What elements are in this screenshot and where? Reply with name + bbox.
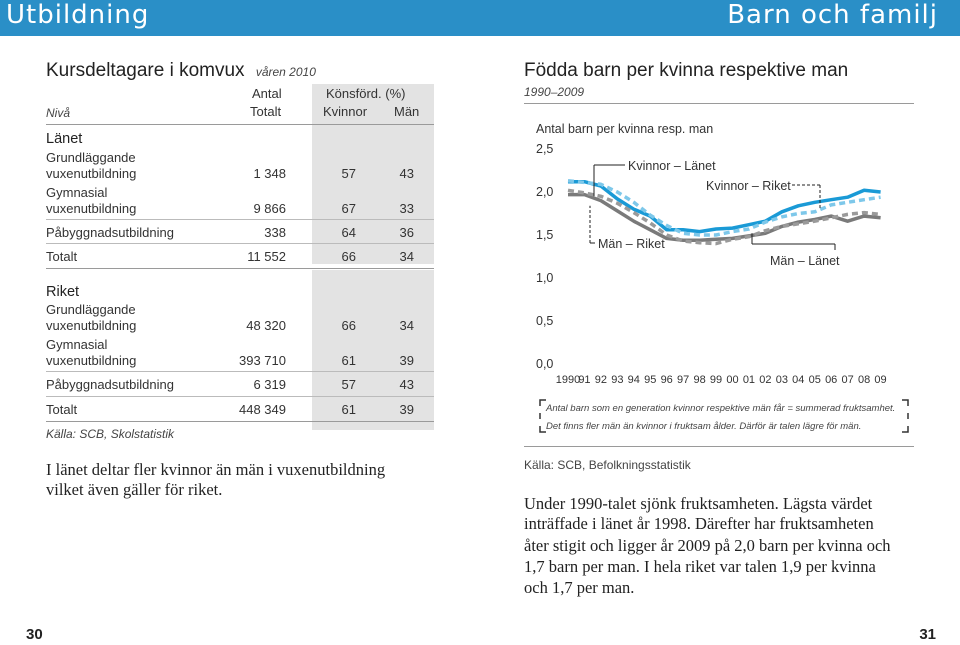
cell-man: 34	[399, 249, 414, 264]
x-tick-label: 94	[627, 374, 640, 386]
body-text-line: åter stigit och ligger år 2009 på 2,0 barn per kvinna och	[524, 536, 891, 555]
cell-kvinnor: 61	[341, 402, 356, 417]
y-axis-label: Antal barn per kvinna resp. man	[536, 122, 714, 136]
cell-antal: 338	[264, 225, 286, 240]
x-tick-label: 05	[808, 374, 821, 386]
section-title-right: Barn och familj	[727, 0, 938, 30]
group-rule	[46, 268, 434, 269]
row-label: vuxenutbildning	[46, 353, 137, 368]
col-header-antal: Antal	[252, 86, 282, 101]
x-tick-label: 02	[759, 374, 772, 386]
cell-man: 33	[399, 201, 414, 216]
header-bar	[0, 0, 960, 36]
x-tick-label: 99	[709, 374, 723, 386]
chart-bottom-rule	[524, 446, 914, 447]
page-number-right: 31	[919, 626, 936, 643]
x-tick-label: 92	[594, 374, 608, 386]
body-text-line: I länet deltar fler kvinnor än män i vuxenutbildning	[46, 460, 386, 479]
y-tick-label: 1,5	[536, 228, 554, 242]
body-text-line: och 1,7 per man.	[524, 578, 635, 597]
cell-antal: 6 319	[253, 377, 286, 392]
row-rule	[46, 371, 434, 372]
section-title-left: Utbildning	[6, 0, 150, 30]
cell-kvinnor: 66	[341, 249, 356, 264]
legend-label: Män – Riket	[598, 237, 665, 251]
y-axis-ticks	[536, 142, 553, 371]
chart-note-line: Det finns fler män än kvinnor i fruktsam ålder. Därför är talen lägre för män.	[546, 421, 862, 432]
legend-label: Män – Länet	[770, 254, 840, 268]
y-tick-label: 0,5	[536, 314, 554, 328]
chart-title-rule	[524, 103, 914, 104]
table-period: våren 2010	[255, 65, 316, 79]
y-tick-label: 1,0	[536, 271, 554, 285]
x-axis-ticks	[556, 374, 887, 386]
col-header-man: Män	[394, 104, 420, 119]
x-tick-label: 03	[775, 374, 788, 386]
x-tick-label: 91	[578, 374, 591, 386]
x-tick-label: 08	[857, 374, 871, 386]
x-tick-label: 1990	[555, 374, 581, 386]
cell-antal: 9 866	[253, 201, 286, 216]
chart-note-line: Antal barn som en generation kvinnor respektive män får = summerad fruktsamhet.	[546, 403, 896, 414]
page-number-left: 30	[26, 626, 43, 643]
x-tick-label: 95	[644, 374, 657, 386]
x-tick-label: 93	[611, 374, 624, 386]
body-text-line: vilket även gäller för riket.	[46, 480, 223, 499]
col-header-konsford: Könsförd. (%)	[326, 86, 406, 101]
y-tick-label: 0,0	[536, 357, 554, 371]
x-tick-label: 07	[841, 374, 854, 386]
table-title	[46, 60, 316, 82]
x-tick-label: 00	[726, 374, 739, 386]
cell-kvinnor: 57	[341, 377, 356, 392]
chart-period: 1990–2009	[524, 85, 585, 99]
row-label: Gymnasial	[46, 185, 108, 200]
col-header-kvinnor: Kvinnor	[323, 104, 368, 119]
row-label-total: Totalt	[46, 249, 78, 264]
cell-antal: 448 349	[239, 402, 286, 417]
y-tick-label: 2,5	[536, 142, 554, 156]
x-tick-label: 06	[825, 374, 838, 386]
cell-man: 39	[399, 353, 414, 368]
x-tick-label: 09	[874, 374, 887, 386]
row-label-total: Totalt	[46, 402, 78, 417]
x-tick-label: 98	[693, 374, 706, 386]
chart-title: Födda barn per kvinna respektive man	[524, 60, 849, 81]
header-rule	[46, 124, 434, 125]
body-text-line: inträffade i länet år 1998. Därefter har fruktsamheten	[524, 514, 874, 533]
legend-label: Kvinnor – Länet	[628, 159, 716, 173]
group-label-riket: Riket	[46, 284, 80, 300]
x-tick-label: 01	[742, 374, 756, 386]
cell-kvinnor: 64	[341, 225, 356, 240]
row-rule	[46, 396, 434, 397]
row-label: Grundläggande	[46, 302, 136, 317]
row-label: vuxenutbildning	[46, 166, 137, 181]
chart-source: Källa: SCB, Befolkningsstatistik	[524, 458, 691, 472]
cell-man: 43	[399, 377, 414, 392]
row-label: Påbyggnadsutbildning	[46, 225, 174, 240]
cell-man: 39	[399, 402, 414, 417]
cell-man: 36	[399, 225, 414, 240]
group-label-lanet: Länet	[46, 131, 83, 147]
row-label: vuxenutbildning	[46, 201, 137, 216]
row-rule	[46, 243, 434, 244]
table-title-text: Kursdeltagare i komvux	[46, 60, 245, 81]
cell-antal: 48 320	[246, 318, 286, 333]
group-rule	[46, 421, 434, 422]
x-tick-label: 04	[792, 374, 805, 386]
cell-man: 34	[399, 318, 414, 333]
y-tick-label: 2,0	[536, 185, 554, 199]
row-rule	[46, 219, 434, 220]
cell-man: 43	[399, 166, 414, 181]
cell-kvinnor: 67	[341, 201, 356, 216]
cell-kvinnor: 66	[341, 318, 356, 333]
line-chart	[520, 118, 940, 408]
col-header-niva: Nivå	[46, 106, 71, 120]
row-label: Påbyggnadsutbildning	[46, 377, 174, 392]
cell-antal: 1 348	[253, 166, 286, 181]
x-tick-label: 96	[660, 374, 673, 386]
col-header-totalt: Totalt	[250, 104, 282, 119]
legend-label: Kvinnor – Riket	[706, 179, 791, 193]
body-text-line: 1,7 barn per man. I hela riket var talen 1,9 per kvinna	[524, 557, 876, 576]
row-label: Gymnasial	[46, 337, 108, 352]
cell-antal: 393 710	[239, 353, 286, 368]
cell-antal: 11 552	[247, 249, 286, 264]
table-source: Källa: SCB, Skolstatistik	[46, 427, 175, 441]
row-label: vuxenutbildning	[46, 318, 137, 333]
body-text-line: Under 1990-talet sjönk fruktsamheten. Lägsta värdet	[524, 494, 873, 513]
cell-kvinnor: 57	[341, 166, 356, 181]
cell-kvinnor: 61	[341, 353, 356, 368]
x-tick-label: 97	[677, 374, 690, 386]
row-label: Grundläggande	[46, 150, 136, 165]
